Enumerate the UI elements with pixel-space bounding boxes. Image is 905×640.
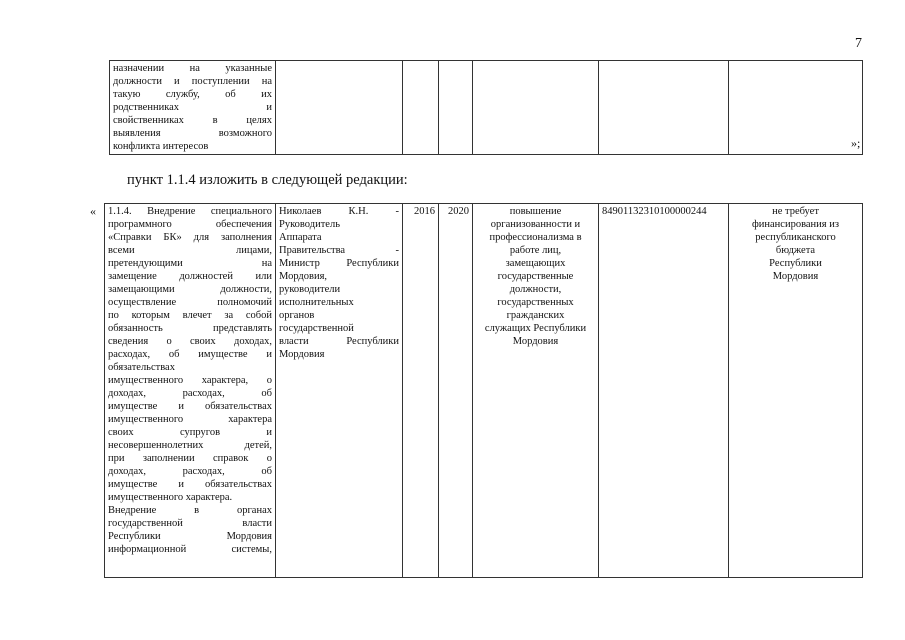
text-line: Аппарата (279, 232, 322, 243)
text-line: конфликта интересов (113, 141, 209, 152)
text-line: своих супругов и (108, 427, 272, 438)
text-line: исполнительных (279, 297, 354, 308)
text-line: несовершеннолетних детей, (108, 440, 272, 451)
text-line: работе лиц, (509, 245, 562, 256)
text-line: замещающих (505, 258, 566, 269)
text-line: всеми лицами, (108, 245, 272, 256)
opening-quote: « (90, 204, 96, 218)
text-line: профессионализма в (489, 232, 582, 243)
text-line: Правительства - (279, 245, 399, 256)
text-line: имущественного характера (108, 414, 272, 425)
funding-cell (729, 204, 863, 578)
text-line: Мордовия (279, 349, 325, 360)
text-line: бюджета (775, 245, 816, 256)
text-line: должности, (509, 284, 562, 295)
text-line: должности и поступлении на (113, 76, 272, 87)
text-line: программного обеспечения (108, 219, 272, 230)
budget-code: 84901132310100000244 (599, 204, 729, 578)
text-line: «Справки БК» для заполнения (108, 232, 272, 243)
text-line: имуществе и обязательствах (108, 401, 272, 412)
text-line: не требует (772, 206, 819, 217)
text-line: Мордовия, (279, 271, 328, 282)
closing-quote: »; (851, 136, 861, 150)
text-line: такую службу, об их (113, 89, 272, 100)
text-line: свойственниках в целях (113, 115, 272, 126)
text-line: расходах, об имуществе и (108, 349, 272, 360)
text-line: руководители (279, 284, 341, 295)
text-line: замещающими должности, (108, 284, 272, 295)
empty-cell (439, 61, 473, 155)
text-line: Республики (769, 258, 822, 269)
text-line: замещение должностей или (108, 271, 272, 282)
continuation-measure-cell (110, 61, 276, 155)
text-line: родственниках и (113, 102, 272, 113)
text-line: Республики Мордовия (108, 531, 272, 542)
text-line: информационной системы, (108, 544, 272, 555)
text-line: Николаев К.Н. - (279, 206, 399, 217)
text-line: повышение (509, 206, 562, 217)
end-year: 2020 (439, 204, 473, 578)
text-line: Руководитель (279, 219, 340, 230)
text-line: организованности и (490, 219, 581, 230)
text-line: Министр Республики (279, 258, 399, 269)
continuation-table (109, 60, 863, 155)
instruction-text: пункт 1.1.4 изложить в следующей редакции: (127, 172, 408, 188)
text-line: сведения о своих доходах, (108, 336, 272, 347)
text-line: 1.1.4. Внедрение специального (108, 206, 272, 217)
text-line: обязанность представлять (108, 323, 272, 334)
text-line: Мордовия (512, 336, 559, 347)
text-line: доходах, расходах, об (108, 388, 272, 399)
text-line: Мордовия (772, 271, 819, 282)
text-line: власти Республики (279, 336, 399, 347)
text-line: Внедрение в органах (108, 505, 272, 516)
text-line: государственные (497, 271, 574, 282)
text-line: имущественного характера, о (108, 375, 272, 386)
empty-cell (729, 61, 863, 155)
text-line: республиканского (755, 232, 836, 243)
text-line: по которым влечет за собой (108, 310, 272, 321)
empty-cell (276, 61, 403, 155)
text-line: государственной власти (108, 518, 272, 529)
page-number: 7 (855, 36, 862, 51)
text-line: претендующими на (108, 258, 272, 269)
empty-cell (473, 61, 599, 155)
text-line: финансирования из (751, 219, 840, 230)
text-line: государственных (497, 297, 574, 308)
text-line: осуществление полномочий (108, 297, 272, 308)
text-line: обязательствах (108, 362, 175, 373)
text-line: имущественного характера. (108, 492, 233, 503)
main-table (104, 203, 863, 578)
responsible-cell (276, 204, 403, 578)
text-line: органов (279, 310, 315, 321)
text-line: имуществе и обязательствах (108, 479, 272, 490)
text-line: выявления возможного (113, 128, 272, 139)
empty-cell (599, 61, 729, 155)
text-line: служащих Республики (484, 323, 587, 334)
text-line: при заполнении справок о (108, 453, 272, 464)
measure-cell (105, 204, 276, 578)
text-line: назначении на указанные (113, 63, 272, 74)
text-line: государственной (279, 323, 354, 334)
result-cell (473, 204, 599, 578)
text-line: доходах, расходах, об (108, 466, 272, 477)
empty-cell (403, 61, 439, 155)
text-line: гражданских (506, 310, 565, 321)
start-year: 2016 (403, 204, 439, 578)
